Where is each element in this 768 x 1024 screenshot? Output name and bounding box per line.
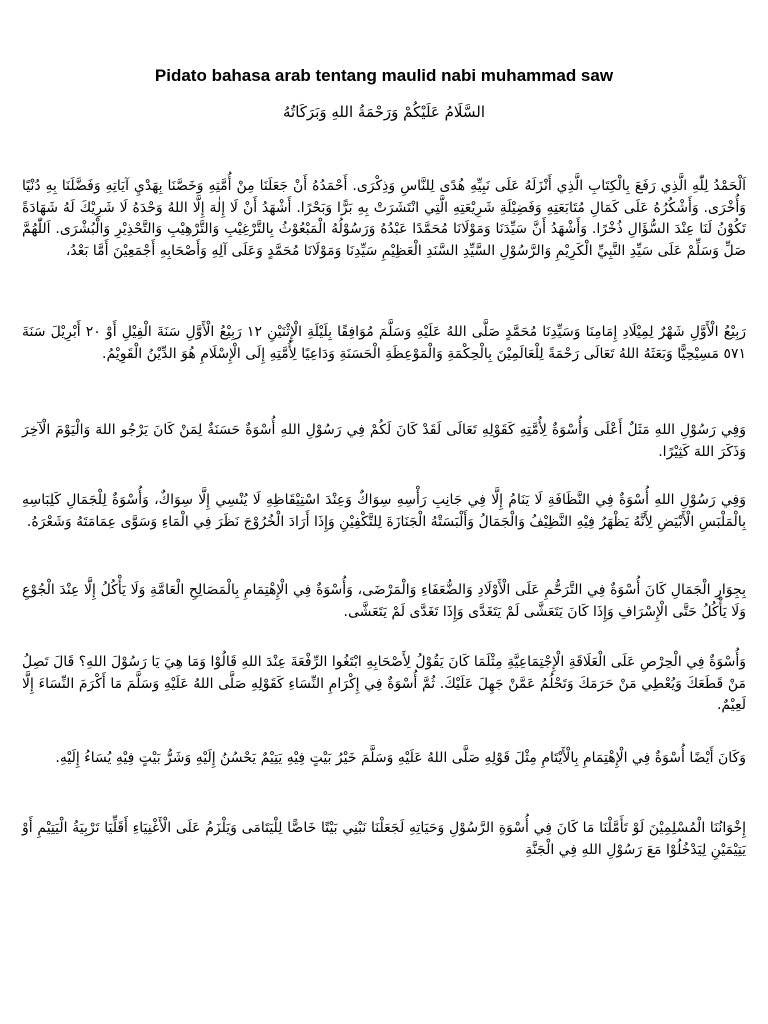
paragraph-uswah-hasanah: وَفِي رَسُوْلِ اللهِ مَثَلٌ أَعْلَى وَأُسْوَةٌ لِأُمَّتِهِ كَقَوْلِهِ تَعَالَى لَقَدْ كَانَ لَكُمْ فِي رَسُوْلِ اللهِ أُسْوَةٌ حَسَنَةٌ لِمَنْ كَانَ يَرْجُو اللهَ وَالْيَوْمَ الْآخِرَ وَذَكَرَ اللهَ كَثِيْرًا. <box>22 422 746 460</box>
paragraph-orphans: وَكَانَ أَيْضًا أُسْوَةٌ فِي الْإِهْتِمَامِ بِالْأَيْتَامِ مِثْلَ قَوْلِهِ صَلَّى اللهُ عَلَيْهِ وَسَلَّمَ خَيْرُ بَيْتٍ فِيْهِ يَتِيْمٌ يَحْسُنُ إِلَيْهِ وَشَرُّ بَيْتٍ فِيْهِ يُسَاءُ إِلَيْهِ. <box>55 750 746 766</box>
paragraph-closing: إِخْوَانُنَا الْمُسْلِمِيْنَ لَوْ تَأَمَّلْنَا مَا كَانَ فِي أُسْوَةِ الرَّسُوْلِ وَحَيَاتِهِ لَجَعَلْنَا نَبْنِي بَيْتًا خَاصًّا لِلْيَتَامَى وَيَلْزَمُ عَلَى الْأَغْنِيَاءِ أَقَلِّيَا تَرْبِيَةُ الْيَتِيْمِ أَوْ يَتِيْمَيْنِ لِيَدْخُلُوْا مَعَ رَسُوْلِ اللهِ فِي الْجَنَّةِ <box>22 820 746 858</box>
paragraph-cleanliness: وَفِي رَسُوْلِ اللهِ أُسْوَةٌ فِي النَّظَافَةِ لَا يَنَامُ إِلَّا فِي جَانِبِ رَأْسِهِ سِوَاكٌ وَعِنْدَ اسْتِيْقَاظِهِ لَا يُنْسِي إِلَّا سِوَاكٌ، وَأُسْوَةٌ لِلْجَمَالِ كَلِبَاسِهِ بِالْمَلْبَسِ الْأَبْيَضِ لِأَنَّهُ يَظْهَرُ فِيْهِ النَّظِيْفُ وَالْجَمَالُ وَأَلْبَسَتْهُ الْجَنَازَةَ لِلتَّكْفِيْنِ وَإِذَا أَرَادَ الْخُرُوْجَ نَظَرَ فِي الْمَاءِ وَسَوَّى عِمَامَتَهُ وَشَعْرَهُ. <box>22 492 746 530</box>
paragraph-opening-praise: اَلْحَمْدُ لِلّٰهِ الَّذِي رَفَعَ بِالْكِتَابِ الَّذِي أَنْزَلَهُ عَلَى نَبِيِّهِ هُدًى لِلنَّاسِ وَذِكْرَى. أَحْمَدُهُ أَنْ جَعَلَنَا مِنْ أُمَّتِهِ وَخَصَّنَا بِهَدْيِ آيَاتِهِ وَفَضَّلَنَا بِهِ دُنْيًا وَأُخْرَى. وَأَشْكُرُهُ عَلَى كَمَالِ مُتَابَعَتِهِ وَفَضِيْلَةِ شَرِيْعَتِهِ الَّتِي انْتَشَرَتْ بِهِ بَرًّا وَبَحْرًا. أَشْهَدُ أَنْ لَا إِلٰهَ إِلَّا اللهُ وَحْدَهُ لَا شَرِيْكَ لَهُ شَهَادَةً تَكُوْنُ لَنَا عِنْدَ السُّؤَالِ ذُخْرًا. وَأَشْهَدُ أَنَّ سَيِّدَنَا وَمَوْلَانَا مُحَمَّدًا عَبْدُهُ وَرَسُوْلُهُ الْمَبْعُوْثُ بِالتَّرْغِيْبِ وَالتَّرْهِيْبِ وَالتَّحْذِيْرِ وَالْبُشْرَى. اَللّٰهُمَّ صَلِّ وَسَلِّمْ عَلَى سَيِّدِ النَّبِيِّ الْكَرِيْمِ وَالرَّسُوْلِ السَّيِّدِ السَّنَدِ الْعَظِيْمِ سَيِّدِنَا وَمَوْلَانَا مُحَمَّدٍ وَعَلَى آلِهِ وَأَصْحَابِهِ أَجْمَعِيْنَ أَمَّا بَعْدُ، <box>22 178 746 259</box>
document-title: Pidato bahasa arab tentang maulid nabi muhammad saw <box>154 66 614 85</box>
paragraph-rabiul-awal: رَبِيْعُ الْأَوَّلِ شَهْرٌ لِمِيْلَادِ إِمَامِنَا وَسَيِّدِنَا مُحَمَّدٍ صَلَّى اللهُ عَلَيْهِ وَسَلَّمَ مُوَافِقًا بِلَيْلَةِ الْإِثْنَيْنِ ١٢ رَبِيْعُ الْأَوَّلِ سَنَةَ الْفِيْلِ أَوْ ٢٠ أَبْرِيْلَ سَنَةَ ٥٧١ مَسِيْحِيًّا وَبَعَثَهُ اللهُ تَعَالَى رَحْمَةً لِلْعَالَمِيْنَ بِالْحِكْمَةِ وَالْمَوْعِظَةِ الْحَسَنَةِ وَدَاعِيًا لِأُمَّتِهِ إِلَى الْإِسْلَامِ هُوَ الدِّيْنُ الْقَوِيْمُ. <box>22 324 746 362</box>
greeting-salam: السَّلَامُ عَلَيْكُمْ وَرَحْمَةُ اللهِ وَبَرَكَاتُهُ <box>283 103 485 121</box>
paragraph-social-relations: وَأُسْوَةٌ فِي الْحِرْصِ عَلَى الْعَلَاقَةِ الْإِجْتِمَاعِيَّةِ مِثْلَمَا كَانَ يَقُوْلُ لِأَصْحَابِهِ ابْتَغُوا الرِّفْعَةَ عِنْدَ اللهِ قَالُوْا وَمَا هِيَ يَا رَسُوْلَ اللهِ؟ قَالَ تَصِلُ مَنْ قَطَعَكَ وَيُعْطِي مَنْ حَرَمَكَ وَتَحْلُمُ عَمَّنْ جَهِلَ عَلَيْكَ. ثُمَّ أُسْوَةٌ فِي إِكْرَامِ النِّسَاءِ كَقَوْلِهِ صَلَّى اللهُ عَلَيْهِ وَسَلَّمَ مَا أَكْرَمَ النِّسَاءَ إِلَّا لَعِيْمٌ. <box>22 654 746 713</box>
paragraph-compassion: بِجِوَارِ الْجَمَالِ كَانَ أُسْوَةٌ فِي التَّرَحُّمِ عَلَى الْأَوْلَادِ وَالضُّعَفَاءِ وَالْمَرْضَى، وَأُسْوَةٌ فِي الْإِهْتِمَامِ بِالْمَصَالِحِ الْعَامَّةِ وَلَا يَأْكُلُ إِلَّا عِنْدَ الْجُوْعِ وَلَا يَأْكُلُ حَتَّى الْإِسْرَافِ وَإِذَا كَانَ يَتَعَشَّى لَمْ يَتَغَدَّى وَإِذَا تَغَدَّى لَمْ يَتَعَشَّى. <box>22 582 746 620</box>
